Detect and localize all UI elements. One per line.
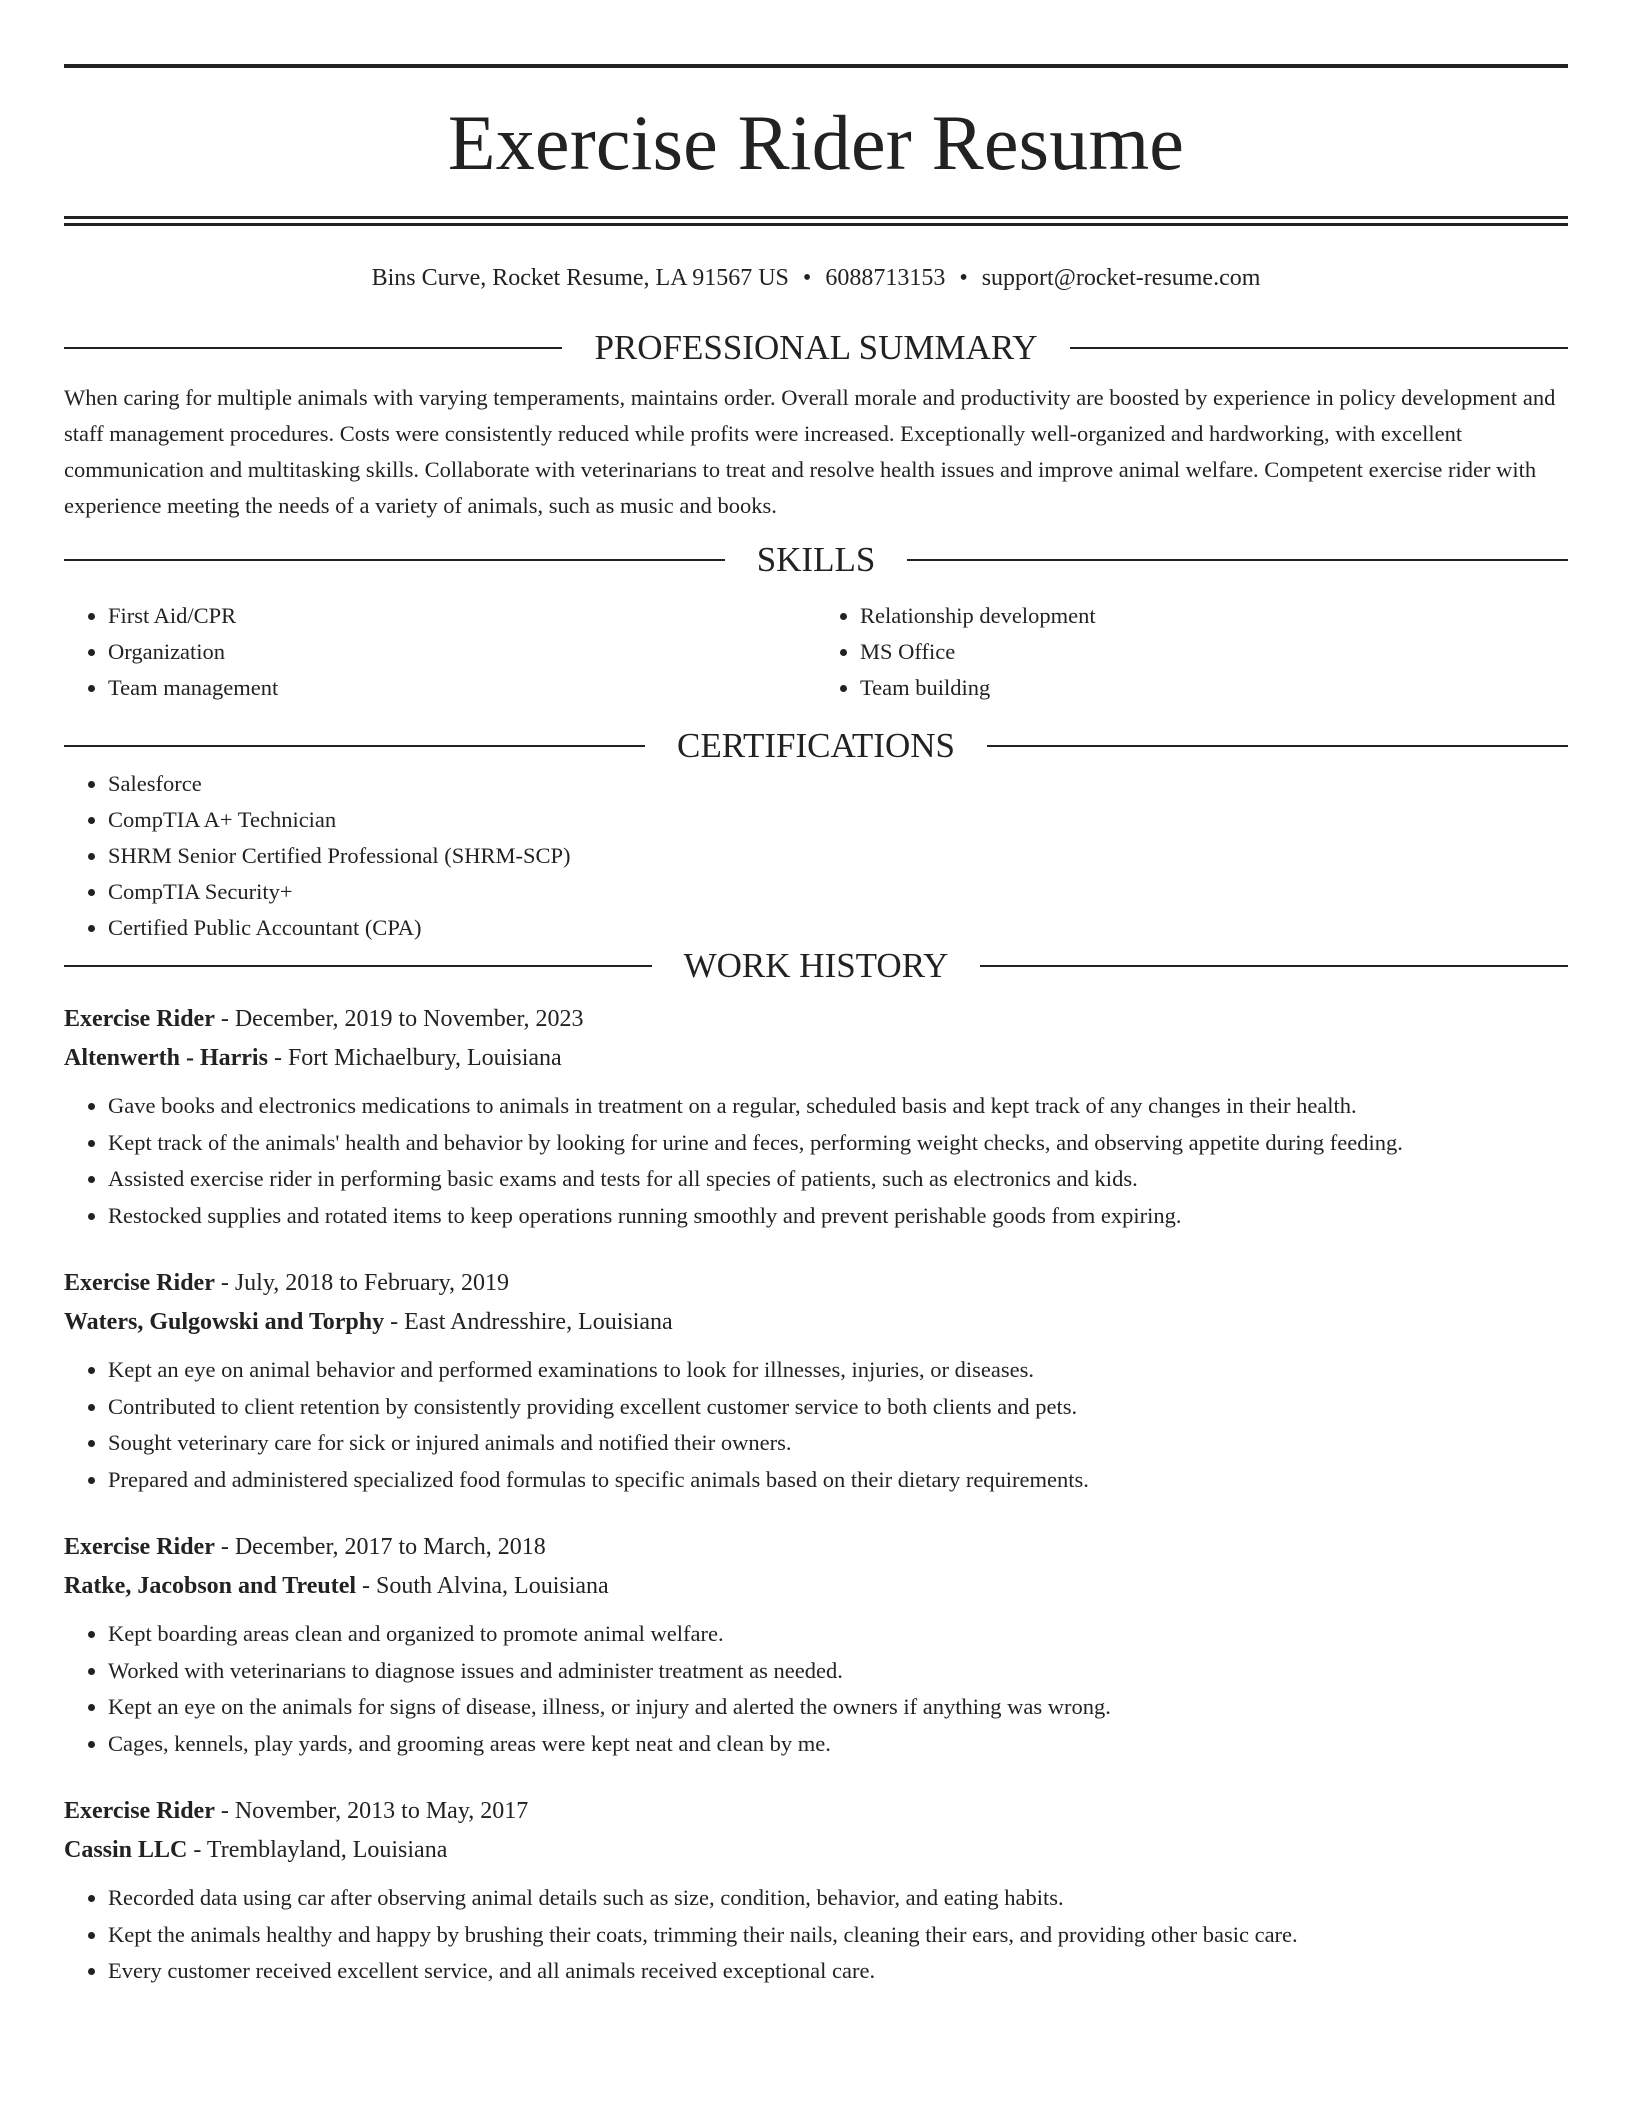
certification-item: • Salesforce xyxy=(108,766,1568,802)
job-bullets xyxy=(64,1352,1568,1498)
job-bullet: • Kept the animals healthy and happy by brushing their coats, trimming their nails, cleaning their ears, and providing other basic care. xyxy=(108,1917,1568,1954)
summary-heading-label: PROFESSIONAL SUMMARY xyxy=(594,328,1038,367)
job-title-line xyxy=(64,1264,1568,1303)
job-entry xyxy=(64,1264,1568,1498)
skills-list-left xyxy=(64,598,816,706)
job-company-line xyxy=(64,1831,1568,1870)
job-bullet: • Worked with veterinarians to diagnose issues and administer treatment as needed. xyxy=(108,1653,1568,1690)
resume-page xyxy=(64,64,1568,1990)
job-company-line xyxy=(64,1039,1568,1078)
job-dates: - November, 2013 to May, 2017 xyxy=(214,1798,529,1824)
resume-title: Exercise Rider Resume xyxy=(447,99,1185,186)
heading-rule-left xyxy=(64,965,652,967)
heading-rule-left xyxy=(64,559,725,561)
skills-columns xyxy=(64,598,1568,706)
job-company: Altenwerth - Harris xyxy=(64,1045,268,1071)
job-entry xyxy=(64,1528,1568,1762)
job-dates: - December, 2017 to March, 2018 xyxy=(214,1534,546,1560)
contact-line xyxy=(64,264,1568,292)
job-bullet: • Prepared and administered specialized food formulas to specific animals based on their dietary requirements. xyxy=(108,1462,1568,1499)
job-bullets xyxy=(64,1088,1568,1234)
job-title: Exercise Rider xyxy=(64,1534,215,1560)
job-entry xyxy=(64,1000,1568,1234)
job-title-line xyxy=(64,1000,1568,1039)
heading-rule-left xyxy=(64,347,562,349)
heading-rule-right xyxy=(907,559,1568,561)
job-title-line xyxy=(64,1792,1568,1831)
job-bullet: • Contributed to client retention by consistently providing excellent customer service to both clients and pets. xyxy=(108,1389,1568,1426)
contact-address: Bins Curve, Rocket Resume, LA 91567 US xyxy=(371,265,789,291)
job-bullet: • Gave books and electronics medications to animals in treatment on a regular, scheduled basis and kept track of any changes in their health. xyxy=(108,1088,1568,1125)
top-rule xyxy=(64,64,1568,68)
certifications-list xyxy=(64,766,1568,946)
job-company-line xyxy=(64,1567,1568,1606)
job-company: Waters, Gulgowski and Torphy xyxy=(64,1309,385,1335)
job-company: Cassin LLC xyxy=(64,1837,188,1863)
job-bullet: • Kept track of the animals' health and behavior by looking for urine and feces, performing weight checks, and observing appetite during feeding. xyxy=(108,1125,1568,1162)
summary-heading xyxy=(64,328,1568,368)
skill-item: • First Aid/CPR xyxy=(108,598,816,634)
heading-rule-left xyxy=(64,745,645,747)
work-history-heading xyxy=(64,946,1568,986)
job-location: - Tremblayland, Louisiana xyxy=(187,1837,448,1863)
job-company: Ratke, Jacobson and Treutel xyxy=(64,1573,357,1599)
skill-item: • Team building xyxy=(860,670,1568,706)
certification-item: • CompTIA A+ Technician xyxy=(108,802,1568,838)
contact-email: support@rocket-resume.com xyxy=(981,265,1261,291)
job-title: Exercise Rider xyxy=(64,1798,215,1824)
heading-rule-right xyxy=(1070,347,1568,349)
job-bullets xyxy=(64,1880,1568,1990)
skill-item: • Team management xyxy=(108,670,816,706)
heading-rule-right xyxy=(987,745,1568,747)
work-history-heading-label: WORK HISTORY xyxy=(683,946,949,985)
job-bullets xyxy=(64,1616,1568,1762)
summary-text: When caring for multiple animals with varying temperaments, maintains order. Overall morale and productivity are boosted by experience in policy development and staff management procedures. Costs were consistently reduced while profits were increased. Exceptionally well-organized and hardworking, with excellent communication and multitasking skills. Collaborate with veterinarians to treat and resolve health issues and improve animal welfare. Competent exercise rider with experience meeting the needs of a variety of animals, such as music and books. xyxy=(64,385,1556,518)
skills-heading xyxy=(64,540,1568,580)
heading-rule-right xyxy=(980,965,1568,967)
job-bullet: • Every customer received excellent service, and all animals received exceptional care. xyxy=(108,1953,1568,1990)
certifications-heading-label: CERTIFICATIONS xyxy=(677,726,955,765)
job-company-line xyxy=(64,1303,1568,1342)
job-location: - Fort Michaelbury, Louisiana xyxy=(267,1045,562,1071)
skill-item: • Relationship development xyxy=(860,598,1568,634)
job-location: - South Alvina, Louisiana xyxy=(356,1573,609,1599)
title-double-rule xyxy=(64,216,1568,226)
contact-phone: 6088713153 xyxy=(825,265,946,291)
certifications-heading xyxy=(64,726,1568,766)
certification-item: • CompTIA Security+ xyxy=(108,874,1568,910)
job-bullet: • Kept an eye on animal behavior and performed examinations to look for illnesses, injuries, or diseases. xyxy=(108,1352,1568,1389)
job-bullet: • Cages, kennels, play yards, and grooming areas were kept neat and clean by me. xyxy=(108,1726,1568,1763)
contact-separator: • xyxy=(802,265,812,291)
job-entry xyxy=(64,1792,1568,1990)
job-bullet: • Kept an eye on the animals for signs of disease, illness, or injury and alerted the owners if anything was wrong. xyxy=(108,1689,1568,1726)
job-bullet: • Sought veterinary care for sick or injured animals and notified their owners. xyxy=(108,1425,1568,1462)
skills-heading-label: SKILLS xyxy=(756,540,876,579)
job-bullet: • Assisted exercise rider in performing basic exams and tests for all species of patients, such as electronics and kids. xyxy=(108,1161,1568,1198)
contact-separator: • xyxy=(959,265,968,291)
job-bullet: • Restocked supplies and rotated items to keep operations running smoothly and prevent perishable goods from expiring. xyxy=(108,1198,1568,1235)
certification-item: • SHRM Senior Certified Professional (SHRM-SCP) xyxy=(108,838,1568,874)
job-title: Exercise Rider xyxy=(64,1006,215,1032)
skill-item: • MS Office xyxy=(860,634,1568,670)
skills-list-right xyxy=(816,598,1568,706)
job-bullet: • Kept boarding areas clean and organized to promote animal welfare. xyxy=(108,1616,1568,1653)
job-title-line xyxy=(64,1528,1568,1567)
job-dates: - July, 2018 to February, 2019 xyxy=(214,1270,510,1296)
skill-item: • Organization xyxy=(108,634,816,670)
job-title: Exercise Rider xyxy=(64,1270,215,1296)
job-dates: - December, 2019 to November, 2023 xyxy=(214,1006,584,1032)
certification-item: • Certified Public Accountant (CPA) xyxy=(108,910,1568,946)
job-location: - East Andresshire, Louisiana xyxy=(384,1309,673,1335)
job-bullet: • Recorded data using car after observing animal details such as size, condition, behavior, and eating habits. xyxy=(108,1880,1568,1917)
